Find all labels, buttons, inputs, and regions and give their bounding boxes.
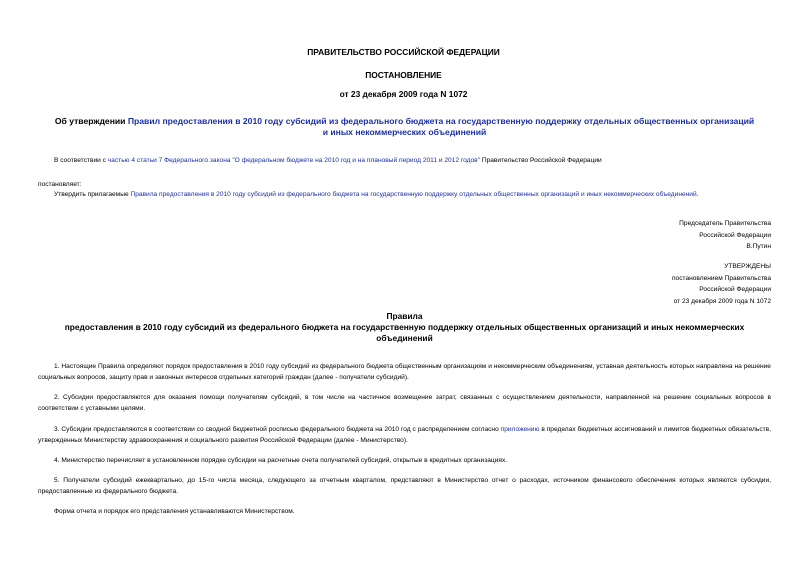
title-rules-link-continued[interactable]: и иных некоммерческих объединений: [322, 127, 487, 137]
document-date-number: от 23 декабря 2009 года N 1072: [339, 89, 468, 99]
approval-stamp-block: [672, 261, 771, 307]
approved-label: УТВЕРЖДЕНЫ: [724, 263, 771, 270]
rules-item-3-suffix: в пределах бюджетных ассигнований и лимитов: [539, 426, 690, 433]
rules-item-5: [38, 475, 771, 497]
intro-suffix: Правительство Российской Федерации: [480, 157, 602, 164]
intro-prefix: В соответствии с: [54, 157, 108, 164]
approve-suffix: .: [696, 191, 699, 198]
government-name: ПРАВИТЕЛЬСТВО РОССИЙСКОЙ ФЕДЕРАЦИИ: [307, 47, 500, 57]
rules-subtitle-line1: предоставления в 2010 году субсидий из федерального бюджета на государственную поддержку отдельных общественных организаций и иных некоммерческих: [64, 322, 745, 332]
rules-item-6: Форма отчета и порядок его представления устанавливаются Министерством.: [54, 508, 295, 515]
title-prefix: Об утверждении: [54, 116, 128, 126]
appendix-link[interactable]: приложению: [500, 426, 540, 433]
document-type: ПОСТАНОВЛЕНИЕ: [365, 70, 442, 80]
title-rules-link[interactable]: Правил предоставления в 2010 году субсидий из федерального бюджета на государственную поддержку отдельных общественных организаций: [127, 116, 755, 126]
document-title: [38, 116, 771, 138]
signature-country: Российской Федерации: [699, 231, 771, 239]
rules-subtitle-line2: объединений: [376, 333, 433, 343]
rules-item-5-line1: 5. Получатели субсидий ежеквартально, до 15-го числа месяца, следующего за отчетным кварталом, представляют в Министерство отчет о расходах, источником финансового обеспечения которых являются: [54, 477, 737, 484]
rules-item-3-line2: бюджетных обязательств, утвержденных Министерству здравоохранения и социального развития Российской Федерации (далее - Министерство).: [38, 426, 771, 444]
rules-item-4: 4. Министерство перечисляет в установленном порядке субсидии на расчетные счета получателей субсидий, открытые в кредитных организациях.: [54, 457, 508, 464]
approved-by: постановлением Правительства: [671, 274, 771, 282]
rules-item-1: [38, 361, 771, 383]
rules-heading: [38, 311, 771, 344]
signature-block: [679, 218, 771, 253]
rules-title: Правила: [386, 311, 423, 321]
intro-paragraph: [38, 155, 771, 166]
approved-date: от 23 декабря 2009 года N 1072: [673, 297, 771, 305]
rules-item-1-line2: направлена на решение социальных вопросов, защиту прав и законных интересов отдельных категорий граждан (далее - получатели субсидий).: [38, 363, 771, 381]
rules-item-3: [38, 424, 771, 446]
rules-item-2-line2: вопросов в соответствии с уставными целями.: [38, 394, 771, 412]
signature-position: Председатель Правительства: [679, 220, 771, 227]
rules-item-1-line1: 1. Настоящие Правила определяют порядок предоставления в 2010 году субсидий из федерального бюджета общественным организациям и некоммерческим объединениям, уставная деятельность которых: [54, 363, 695, 370]
approve-paragraph: [54, 189, 771, 200]
approved-country: Российской Федерации: [699, 286, 771, 293]
signature-name: В.Путин: [746, 243, 771, 250]
federal-law-link[interactable]: частью 4 статьи 7 Федерального закона "О федеральном бюджете на 2010 год и на плановый период 2011 и 2012 годов": [107, 157, 480, 164]
decrees-word: постановляет:: [38, 181, 82, 188]
approve-prefix: Утвердить прилагаемые: [54, 191, 131, 198]
approved-rules-link[interactable]: Правила предоставления в 2010 году субсидий из федерального бюджета на государственную поддержку отдельных общественных организаций и иных некоммерческих объединений: [130, 191, 697, 198]
rules-item-2-line1: 2. Субсидии предоставляются для оказания помощи получателям субсидий, в том числе на частичное возмещение затрат, связанных с осуществлением деятельности, направленной на решение социальных: [54, 394, 732, 401]
rules-item-2: [38, 392, 771, 414]
rules-item-3-prefix: 3. Субсидии предоставляются в соответствии со сводной бюджетной росписью федерального бюджета на 2010 год с распределением согласно: [54, 426, 501, 433]
rules-item-5-line2: субсидии, предоставленные из федерального бюджета.: [38, 477, 771, 495]
